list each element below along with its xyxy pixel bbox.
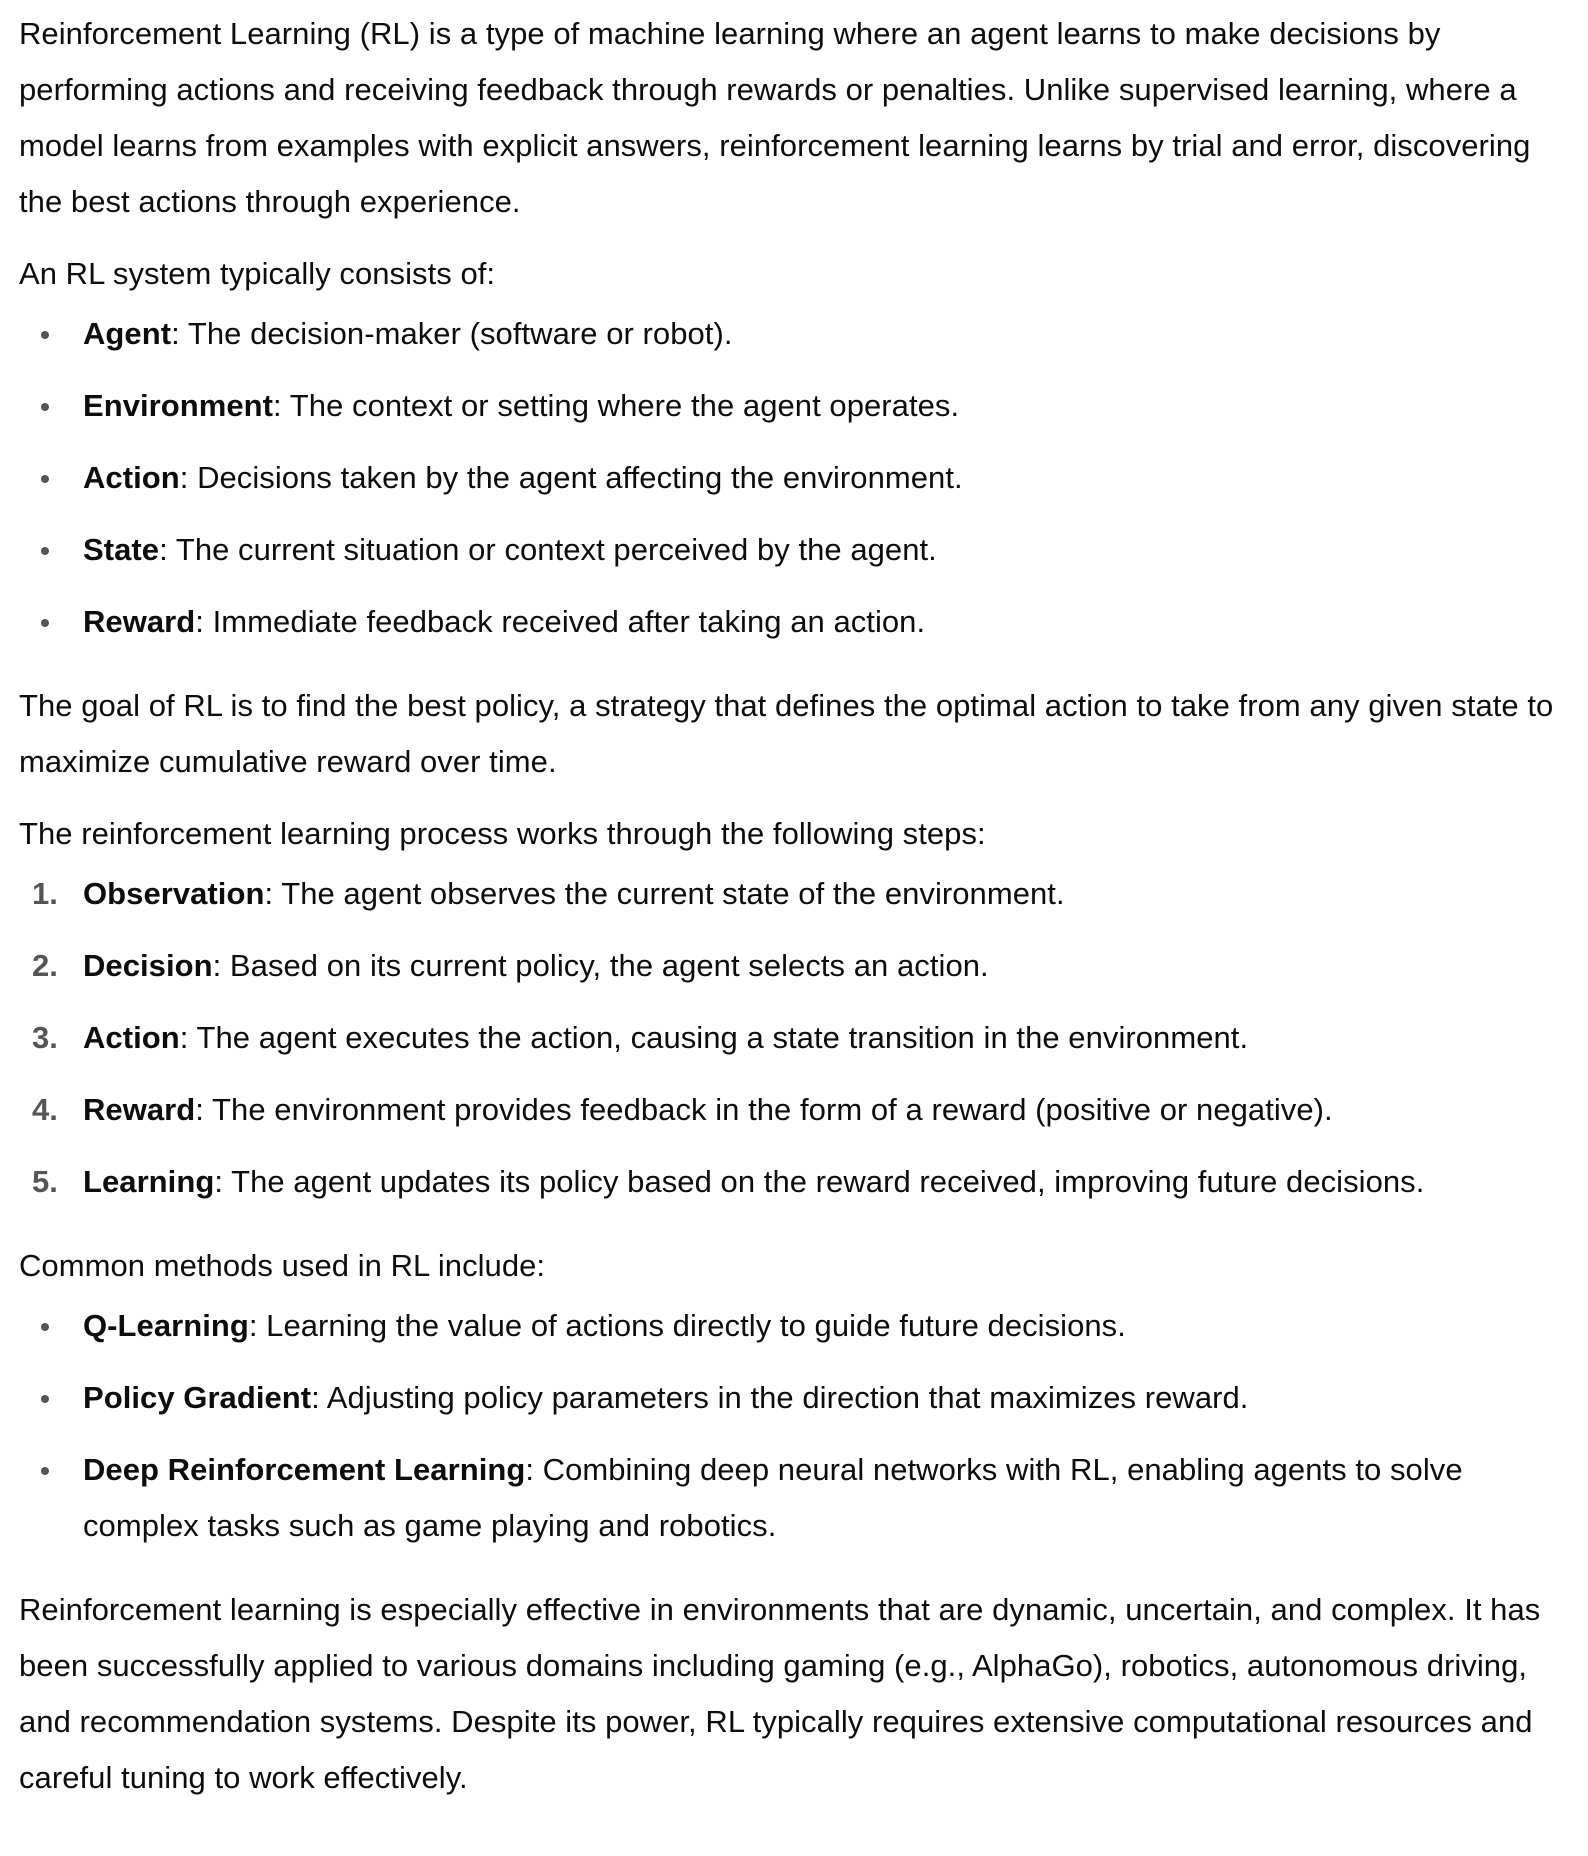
term-label: Deep Reinforcement Learning xyxy=(83,1452,526,1487)
term-description: : The current situation or context perceived by the agent. xyxy=(159,532,937,567)
term-label: Q-Learning xyxy=(83,1308,249,1343)
goal-paragraph: The goal of RL is to find the best policy, a strategy that defines the optimal action to take from any given state to maximize cumulative reward over time. xyxy=(19,688,1554,779)
step-item-reward xyxy=(19,1082,1582,1138)
term-description: : The agent updates its policy based on the reward received, improving future decisions. xyxy=(214,1164,1425,1199)
step-item-observation xyxy=(19,866,1582,922)
step-item-action xyxy=(19,1010,1582,1066)
bullet-icon xyxy=(41,1467,49,1475)
list-item-agent xyxy=(19,306,1582,362)
intro-paragraph: Reinforcement Learning (RL) is a type of machine learning where an agent learns to make decisions by performing actions and receiving feedback through rewards or penalties. Unlike supervised learning, where a model learns from examples with explicit answers, reinforcement learning learns by trial and error, discovering the best actions through experience. xyxy=(19,16,1531,219)
bullet-icon xyxy=(41,403,49,411)
list-item-environment xyxy=(19,378,1582,434)
step-item-decision xyxy=(19,938,1582,994)
term-label: Reward xyxy=(83,1092,196,1127)
process-intro: The reinforcement learning process works through the following steps: xyxy=(19,816,986,851)
bullet-icon xyxy=(41,619,49,627)
term-description: : Based on its current policy, the agent selects an action. xyxy=(212,948,989,983)
bullet-icon xyxy=(41,1323,49,1331)
term-label: Reward xyxy=(83,604,196,639)
term-description: : The decision-maker (software or robot). xyxy=(171,316,733,351)
list-item-action xyxy=(19,450,1582,506)
term-label: Observation xyxy=(83,876,265,911)
bullet-icon xyxy=(41,475,49,483)
step-number: 3. xyxy=(32,1020,58,1055)
term-description: : Adjusting policy parameters in the direction that maximizes reward. xyxy=(311,1380,1249,1415)
term-label: Action xyxy=(83,460,180,495)
list-item-deep-rl xyxy=(19,1442,1582,1554)
step-number: 2. xyxy=(32,948,58,983)
step-item-learning xyxy=(19,1154,1582,1210)
term-label: Learning xyxy=(83,1164,215,1199)
term-label: State xyxy=(83,532,160,567)
term-label: Decision xyxy=(83,948,213,983)
step-number: 4. xyxy=(32,1092,58,1127)
term-description: : Combining deep neural networks with RL, enabling agents to solve complex tasks such as game playing and robotics. xyxy=(83,1452,1463,1543)
term-description: : The environment provides feedback in the form of a reward (positive or negative). xyxy=(195,1092,1333,1127)
bullet-icon xyxy=(41,547,49,555)
step-number: 1. xyxy=(32,876,58,911)
methods-intro: Common methods used in RL include: xyxy=(19,1248,546,1283)
term-description: : Learning the value of actions directly to guide future decisions. xyxy=(248,1308,1126,1343)
bullet-icon xyxy=(41,1395,49,1403)
term-description: : Decisions taken by the agent affecting the environment. xyxy=(179,460,963,495)
list-item-state xyxy=(19,522,1582,578)
term-label: Policy Gradient xyxy=(83,1380,312,1415)
term-description: : The agent observes the current state of the environment. xyxy=(264,876,1065,911)
conclusion-paragraph: Reinforcement learning is especially effective in environments that are dynamic, uncertain, and complex. It has been successfully applied to various domains including gaming (e.g., AlphaGo), robotics, autonomous driving, and recommendation systems. Despite its power, RL typically requires extensive computational resources and careful tuning to work effectively. xyxy=(19,1592,1541,1795)
components-list xyxy=(19,306,1582,650)
list-item-q-learning xyxy=(19,1298,1582,1354)
components-intro: An RL system typically consists of: xyxy=(19,256,496,291)
list-item-reward xyxy=(19,594,1582,650)
term-label: Agent xyxy=(83,316,172,351)
step-number: 5. xyxy=(32,1164,58,1199)
term-label: Environment xyxy=(83,388,274,423)
steps-list xyxy=(19,866,1582,1210)
term-label: Action xyxy=(83,1020,180,1055)
term-description: : The agent executes the action, causing a state transition in the environment. xyxy=(179,1020,1249,1055)
term-description: : Immediate feedback received after taking an action. xyxy=(195,604,926,639)
bullet-icon xyxy=(41,331,49,339)
methods-list xyxy=(19,1298,1582,1554)
list-item-policy-gradient xyxy=(19,1370,1582,1426)
term-description: : The context or setting where the agent operates. xyxy=(273,388,960,423)
